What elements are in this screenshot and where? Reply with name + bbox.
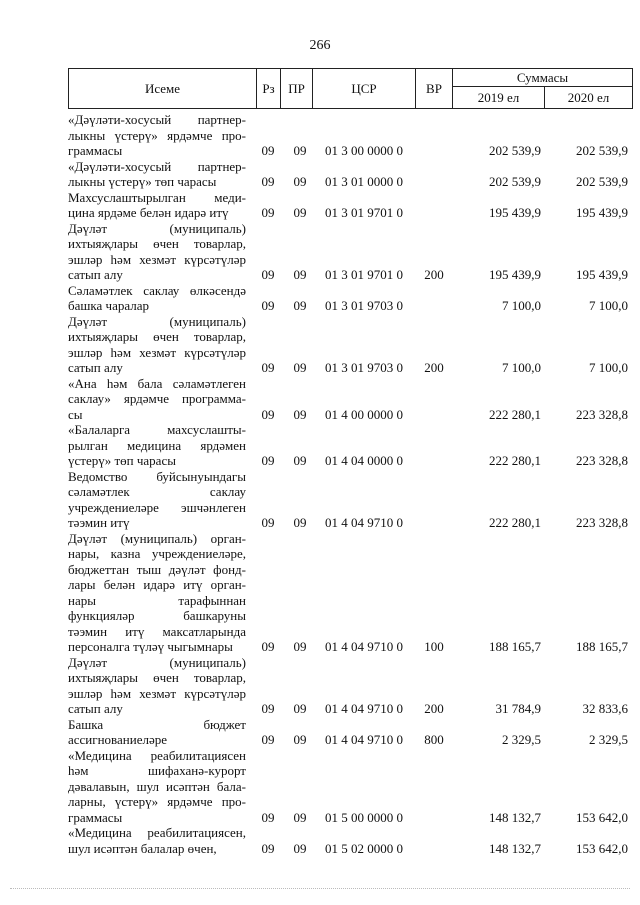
row-vr: 200	[424, 360, 444, 375]
header-vr: ВР	[415, 68, 453, 109]
row-pr: 09	[293, 732, 307, 747]
row-sum-2020: 2 329,5	[589, 732, 628, 747]
header-csr: ЦСР	[312, 68, 416, 109]
row-name-line: Сәламәтлек саклау өлкәсендә	[68, 282, 246, 298]
row-name-line: ихтыяҗлары өчен товарлар,	[68, 236, 246, 251]
row-name-line: ихтыяҗлары өчен товарлар,	[68, 329, 246, 344]
row-sum-2020: 195 439,9	[576, 205, 628, 220]
row-name-line: цина ярдәме белән идарә итү	[68, 205, 229, 220]
row-csr: 01 5 02 0000 0	[325, 840, 403, 856]
row-csr: 01 3 01 9703 0	[325, 298, 403, 313]
table-row	[68, 283, 633, 314]
row-sum-2020: 223 328,8	[576, 453, 628, 468]
row-sum-2019: 222 280,1	[489, 515, 541, 530]
row-name-line: сы	[68, 406, 83, 422]
row-name-line: ларны, үстерү» ярдәмче про-	[68, 794, 246, 809]
row-name	[68, 159, 246, 190]
row-sum-2019: 222 280,1	[489, 453, 541, 468]
row-pr: 09	[293, 205, 307, 220]
table-row	[68, 376, 633, 423]
row-rz: 09	[261, 174, 275, 189]
row-rz: 09	[261, 809, 275, 825]
row-sum-2019: 188 165,7	[489, 639, 541, 654]
row-name-line: Ведомство буйсынуындагы	[68, 468, 246, 484]
header-sums: Суммасы	[452, 68, 633, 87]
row-sum-2020: 188 165,7	[576, 639, 628, 654]
row-pr: 09	[293, 406, 307, 422]
row-sum-2020: 153 642,0	[576, 809, 628, 825]
row-sum-2020: 202 539,9	[576, 174, 628, 189]
row-pr: 09	[293, 143, 307, 158]
table-row	[68, 422, 633, 469]
row-name	[68, 748, 246, 826]
row-sum-2020: 7 100,0	[589, 298, 628, 313]
row-pr: 09	[293, 360, 307, 375]
row-name-line: «Ана һәм бала сәламәтлеген	[68, 375, 246, 391]
header-rz: Рз	[256, 68, 281, 109]
row-sum-2019: 202 539,9	[489, 143, 541, 158]
row-name-line: лыкны үстерү» ярдәмче про-	[68, 127, 246, 143]
row-name	[68, 655, 246, 717]
row-sum-2019: 195 439,9	[489, 267, 541, 282]
row-name	[68, 112, 246, 159]
row-pr: 09	[293, 515, 307, 530]
row-rz: 09	[261, 298, 275, 313]
row-rz: 09	[261, 840, 275, 856]
row-name-line: Махсуслаштырылган меди-	[68, 189, 246, 205]
row-name	[68, 283, 246, 314]
row-name	[68, 531, 246, 655]
row-name-line: эшләр һәм хезмәт күрсәтүләр	[68, 685, 246, 701]
row-csr: 01 3 01 9703 0	[325, 360, 403, 375]
row-pr: 09	[293, 639, 307, 654]
row-sum-2019: 148 132,7	[489, 840, 541, 856]
row-name	[68, 717, 246, 748]
header-2020: 2020 ел	[544, 86, 633, 109]
row-name-line: Дәүләт (муниципаль)	[68, 220, 246, 236]
row-rz: 09	[261, 515, 275, 530]
table-row	[68, 531, 633, 655]
row-csr: 01 3 00 0000 0	[325, 143, 403, 158]
row-name-line: Башка бюджет	[68, 716, 246, 732]
table-body	[68, 112, 633, 856]
header-2019: 2019 ел	[452, 86, 545, 109]
row-vr: 800	[424, 732, 444, 747]
row-sum-2020: 7 100,0	[589, 360, 628, 375]
row-vr: 100	[424, 639, 444, 654]
header-pr: ПР	[280, 68, 313, 109]
row-rz: 09	[261, 701, 275, 716]
row-pr: 09	[293, 809, 307, 825]
row-name-line: нары, казна учреждениеләре,	[68, 546, 246, 561]
row-sum-2020: 195 439,9	[576, 267, 628, 282]
row-csr: 01 3 01 0000 0	[325, 174, 403, 189]
row-name-line: башка чаралар	[68, 298, 149, 313]
row-pr: 09	[293, 701, 307, 716]
row-name-line: «Медицина реабилитациясен	[68, 747, 246, 763]
row-rz: 09	[261, 453, 275, 468]
row-name-line: ихтыяҗлары өчен товарлар,	[68, 670, 246, 685]
row-csr: 01 3 01 9701 0	[325, 205, 403, 220]
row-name-line: функцияләр башкаруны	[68, 608, 246, 623]
row-sum-2019: 148 132,7	[489, 809, 541, 825]
table-row	[68, 748, 633, 826]
row-name	[68, 221, 246, 283]
row-csr: 01 4 04 9710 0	[325, 701, 403, 716]
row-sum-2019: 222 280,1	[489, 406, 541, 422]
row-name	[68, 190, 246, 221]
table-row	[68, 221, 633, 283]
row-vr: 200	[424, 701, 444, 716]
row-sum-2020: 153 642,0	[576, 840, 628, 856]
page-bottom-rule	[10, 888, 630, 889]
row-csr: 01 4 04 9710 0	[325, 515, 403, 530]
row-sum-2019: 31 784,9	[495, 701, 541, 716]
row-pr: 09	[293, 267, 307, 282]
row-pr: 09	[293, 298, 307, 313]
row-rz: 09	[261, 406, 275, 422]
row-name-line: «Дәүләти-хосусый партнер-	[68, 158, 246, 174]
row-name-line: «Дәүләти-хосусый партнер-	[68, 112, 246, 127]
row-name	[68, 376, 246, 423]
row-name-line: сатып алу	[68, 360, 123, 375]
row-name-line: саклау» ярдәмче программа-	[68, 391, 246, 406]
row-name-line: сатып алу	[68, 267, 123, 282]
table-row	[68, 655, 633, 717]
row-name-line: нары тарафыннан	[68, 592, 246, 608]
table-row	[68, 314, 633, 376]
row-pr: 09	[293, 840, 307, 856]
row-name-line: учреждениеләре эшчәнлеген	[68, 499, 246, 515]
row-name-line: ассигнованиеләре	[68, 732, 168, 747]
row-sum-2020: 223 328,8	[576, 406, 628, 422]
row-name	[68, 469, 246, 531]
row-sum-2019: 2 329,5	[502, 732, 541, 747]
row-rz: 09	[261, 639, 275, 654]
row-rz: 09	[261, 267, 275, 282]
row-csr: 01 5 00 0000 0	[325, 809, 403, 825]
row-name-line: лыкны үстерү» төп чарасы	[68, 174, 217, 189]
row-csr: 01 4 04 9710 0	[325, 639, 403, 654]
row-name-line: эшләр һәм хезмәт күрсәтүләр	[68, 344, 246, 360]
row-csr: 01 3 01 9701 0	[325, 267, 403, 282]
row-name	[68, 825, 246, 856]
row-sum-2019: 7 100,0	[502, 360, 541, 375]
row-csr: 01 4 00 0000 0	[325, 406, 403, 422]
row-name-line: сатып алу	[68, 701, 123, 716]
table-row	[68, 717, 633, 748]
row-name-line: бюджеттан тыш дәүләт фонд-	[68, 561, 246, 577]
header-name: Исеме	[68, 68, 257, 109]
table-row	[68, 159, 633, 190]
row-sum-2019: 7 100,0	[502, 298, 541, 313]
row-rz: 09	[261, 143, 275, 158]
row-vr: 200	[424, 267, 444, 282]
row-name-line: рылган медицина ярдәмен	[68, 437, 246, 453]
table-row	[68, 469, 633, 531]
row-name-line: дәвалавын, шул исәптән бала-	[68, 778, 246, 794]
row-name-line: персоналга түләү чыгымнары	[68, 639, 233, 654]
row-csr: 01 4 04 9710 0	[325, 732, 403, 747]
table-row	[68, 190, 633, 221]
row-name-line: сәламәтлек саклау	[68, 484, 246, 499]
row-name-line: Дәүләт (муниципаль)	[68, 654, 246, 670]
row-name-line: шул исәптән балалар өчен,	[68, 840, 217, 856]
row-name	[68, 314, 246, 376]
row-name-line: тәэмин итү максатларында	[68, 623, 246, 639]
row-rz: 09	[261, 732, 275, 747]
row-name-line: граммасы	[68, 143, 123, 158]
row-name	[68, 422, 246, 469]
row-name-line: үстерү» төп чарасы	[68, 453, 176, 468]
row-rz: 09	[261, 360, 275, 375]
table-row	[68, 825, 633, 856]
row-name-line: граммасы	[68, 809, 123, 825]
row-sum-2020: 32 833,6	[582, 701, 628, 716]
row-name-line: эшләр һәм хезмәт күрсәтүләр	[68, 251, 246, 267]
row-pr: 09	[293, 174, 307, 189]
row-name-line: Дәүләт (муниципаль) орган-	[68, 530, 246, 546]
table-row	[68, 112, 633, 159]
row-name-line: тәэмин итү	[68, 515, 130, 530]
row-sum-2019: 195 439,9	[489, 205, 541, 220]
row-rz: 09	[261, 205, 275, 220]
row-sum-2019: 202 539,9	[489, 174, 541, 189]
row-name-line: лары белән идарә итү орган-	[68, 577, 246, 592]
row-sum-2020: 223 328,8	[576, 515, 628, 530]
row-name-line: Дәүләт (муниципаль)	[68, 313, 246, 329]
row-sum-2020: 202 539,9	[576, 143, 628, 158]
page-number: 266	[309, 38, 331, 53]
row-pr: 09	[293, 453, 307, 468]
row-name-line: «Балаларга махсуслашты-	[68, 422, 246, 437]
row-name-line: «Медицина реабилитациясен,	[68, 825, 246, 840]
row-csr: 01 4 04 0000 0	[325, 453, 403, 468]
row-name-line: һәм шифаханә-курорт	[68, 763, 246, 778]
